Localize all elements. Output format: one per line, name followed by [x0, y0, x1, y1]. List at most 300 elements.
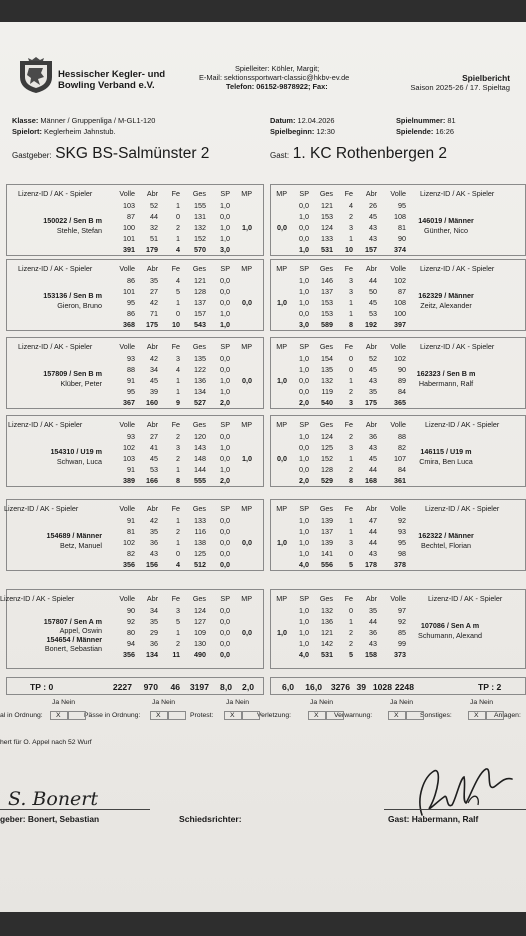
home-header-col: Abr	[146, 504, 158, 513]
away-score-cell: 81	[398, 223, 406, 232]
away-score-cell: 88	[398, 432, 406, 441]
home-score-cell: 102	[123, 538, 135, 547]
away-score-cell: 1,0	[299, 212, 309, 221]
away-header-col: Fe	[344, 594, 353, 603]
home-score-cell: 86	[127, 276, 135, 285]
away-score-cell: 45	[369, 212, 377, 221]
away-score-cell: 43	[369, 376, 377, 385]
home-score-cell: 51	[150, 234, 158, 243]
home-score-cell: 35	[150, 617, 158, 626]
home-score-cell: 0,0	[220, 365, 230, 374]
home-player-id: 157807 / Sen A m	[43, 617, 102, 626]
home-score-cell: 121	[194, 276, 206, 285]
away-score-cell: 44	[369, 465, 377, 474]
check-header: Ja Nein	[390, 699, 414, 706]
away-score-cell: 43	[369, 443, 377, 452]
away-total-cell: 540	[321, 398, 333, 407]
home-score-cell: 93	[127, 432, 135, 441]
home-score-cell: 152	[194, 234, 206, 243]
home-total-cell: 543	[194, 320, 206, 329]
home-total-cell: 11	[172, 650, 180, 659]
home-score-cell: 44	[150, 212, 158, 221]
home-mp: 1,0	[242, 223, 252, 232]
away-score-cell: 87	[398, 287, 406, 296]
away-grand-total: 3276	[330, 682, 350, 692]
away-total-cell: 374	[394, 245, 406, 254]
away-score-cell: 0,0	[299, 234, 309, 243]
away-grand-total: 2248	[394, 682, 414, 692]
home-score-cell: 53	[150, 465, 158, 474]
home-header-id: Lizenz-ID / AK - Spieler	[18, 264, 93, 273]
klasse-label: Klasse:	[12, 116, 39, 125]
home-header-id: Lizenz-ID / AK - Spieler	[8, 420, 83, 429]
away-mp: 0,0	[277, 223, 287, 232]
away-score-cell: 136	[321, 617, 333, 626]
home-grand-total: 970	[143, 682, 158, 692]
away-header-col: Ges	[319, 420, 333, 429]
home-score-cell: 101	[123, 234, 135, 243]
home-total-cell: 527	[194, 398, 206, 407]
away-score-cell: 1,0	[299, 628, 309, 637]
home-score-cell: 0,0	[220, 287, 230, 296]
home-score-cell: 41	[150, 443, 158, 452]
home-header-col: Abr	[146, 420, 158, 429]
player-block	[0, 259, 526, 339]
check-mark: X	[56, 712, 61, 719]
away-score-cell: 36	[369, 628, 377, 637]
away-header-col: SP	[299, 504, 309, 513]
away-score-cell: 84	[398, 387, 406, 396]
home-score-cell: 0,0	[220, 538, 230, 547]
home-score-cell: 91	[127, 516, 135, 525]
check-box-nein[interactable]	[242, 711, 260, 720]
home-total-cell: 134	[146, 650, 158, 659]
home-score-cell: 36	[150, 639, 158, 648]
away-score-cell: 0,0	[299, 387, 309, 396]
report-season: Saison 2025-26 / 17. Spieltag	[410, 83, 510, 92]
home-score-cell: 1	[176, 234, 180, 243]
away-player-name: Zeitz, Alexander	[420, 301, 472, 310]
away-score-cell: 1,0	[299, 432, 309, 441]
away-total-cell: 397	[394, 320, 406, 329]
check-box-nein[interactable]	[486, 711, 504, 720]
away-header-col: Abr	[365, 189, 377, 198]
check-mark: X	[230, 712, 235, 719]
remark: hert für O. Appel nach 52 Wurf	[0, 739, 92, 746]
away-score-cell: 35	[369, 606, 377, 615]
home-header-col: Fe	[171, 264, 180, 273]
home-total-cell: 389	[123, 476, 135, 485]
away-header-col: SP	[299, 420, 309, 429]
away-score-cell: 2	[349, 465, 353, 474]
check-box-nein[interactable]	[168, 711, 186, 720]
home-score-cell: 155	[194, 201, 206, 210]
home-total-cell: 166	[146, 476, 158, 485]
away-score-cell: 107	[394, 454, 406, 463]
home-header-id: Lizenz-ID / AK - Spieler	[4, 504, 79, 513]
report-title: Spielbericht	[462, 73, 510, 83]
away-score-cell: 3	[349, 538, 353, 547]
away-score-cell: 1,0	[299, 549, 309, 558]
away-score-cell: 2	[349, 212, 353, 221]
home-header-col: MP	[241, 504, 252, 513]
home-header-id: Lizenz-ID / AK - Spieler	[0, 594, 75, 603]
away-score-cell: 26	[369, 201, 377, 210]
away-score-cell: 1	[349, 454, 353, 463]
check-mark: X	[156, 712, 161, 719]
away-score-cell: 4	[349, 201, 353, 210]
home-total-cell: 368	[123, 320, 135, 329]
home-total-cell: 160	[146, 398, 158, 407]
away-grand-total: 1028	[372, 682, 392, 692]
away-player-id: 162322 / Männer	[418, 531, 474, 540]
away-tp: TP : 2	[478, 682, 502, 692]
away-header-col: Fe	[344, 420, 353, 429]
away-score-cell: 154	[321, 354, 333, 363]
home-score-cell: 133	[194, 516, 206, 525]
player-block	[0, 415, 526, 495]
home-score-cell: 124	[194, 606, 206, 615]
away-score-cell: 102	[394, 276, 406, 285]
away-total-cell: 365	[394, 398, 406, 407]
away-score-cell: 93	[398, 527, 406, 536]
away-header-col: Ges	[319, 594, 333, 603]
home-player-id: 150022 / Sen B m	[43, 216, 102, 225]
home-total-cell: 156	[146, 560, 158, 569]
away-score-cell: 100	[394, 309, 406, 318]
away-player-name: Günther, Nico	[424, 226, 468, 235]
home-header-col: SP	[220, 504, 230, 513]
check-mark: X	[474, 712, 479, 719]
hessen-lion-logo-icon	[16, 55, 56, 95]
home-score-cell: 0,0	[220, 298, 230, 307]
away-player-name: Cmira, Ben Luca	[419, 457, 473, 466]
away-score-cell: 1,0	[299, 527, 309, 536]
away-score-cell: 2	[349, 639, 353, 648]
home-tp: TP : 0	[30, 682, 54, 692]
away-total-cell: 192	[365, 320, 377, 329]
home-score-cell: 0,0	[220, 432, 230, 441]
away-score-cell: 45	[369, 298, 377, 307]
home-score-cell: 82	[127, 549, 135, 558]
away-score-cell: 1,0	[299, 639, 309, 648]
away-score-cell: 43	[369, 639, 377, 648]
away-score-cell: 43	[369, 223, 377, 232]
home-header-col: Volle	[119, 264, 135, 273]
away-score-cell: 0	[349, 606, 353, 615]
away-score-cell: 44	[369, 617, 377, 626]
spielort-label: Spielort:	[12, 127, 42, 136]
score-sheet	[0, 22, 526, 912]
home-score-cell: 42	[150, 516, 158, 525]
away-total-cell: 556	[321, 560, 333, 569]
home-header-col: Volle	[119, 504, 135, 513]
away-header-col: Ges	[319, 189, 333, 198]
away-score-cell: 52	[369, 354, 377, 363]
check-label: Anlagen:	[494, 712, 521, 719]
home-score-cell: 1,0	[220, 465, 230, 474]
away-score-cell: 90	[398, 234, 406, 243]
home-score-cell: 5	[176, 617, 180, 626]
away-header-col: Ges	[319, 264, 333, 273]
home-score-cell: 1	[176, 201, 180, 210]
home-header-col: MP	[241, 189, 252, 198]
away-score-cell: 0,0	[299, 376, 309, 385]
home-score-cell: 95	[127, 298, 135, 307]
email: E-Mail: sektionssportwart-classic@hkbv-ev.de	[199, 73, 350, 82]
away-mp: 1,0	[277, 298, 287, 307]
home-total-cell: 4	[176, 245, 180, 254]
away-header-col: Volle	[390, 189, 406, 198]
home-score-cell: 1	[176, 298, 180, 307]
home-score-cell: 94	[127, 639, 135, 648]
home-header-id: Lizenz-ID / AK - Spieler	[18, 189, 93, 198]
away-score-cell: 3	[349, 223, 353, 232]
home-score-cell: 138	[194, 538, 206, 547]
home-score-cell: 43	[150, 549, 158, 558]
away-header-col: SP	[299, 264, 309, 273]
home-header-col: MP	[241, 594, 252, 603]
away-header-id: Lizenz-ID / AK - Spieler	[425, 420, 500, 429]
away-header-id: Lizenz-ID / AK - Spieler	[420, 189, 495, 198]
home-signature-label: geber: Bonert, Sebastian	[0, 814, 100, 824]
home-score-cell: 101	[123, 287, 135, 296]
away-total-cell: 5	[349, 650, 353, 659]
home-score-cell: 2	[176, 432, 180, 441]
home-score-cell: 0	[176, 309, 180, 318]
away-header-col: SP	[299, 189, 309, 198]
away-score-cell: 44	[369, 527, 377, 536]
home-score-cell: 0	[176, 549, 180, 558]
home-score-cell: 86	[127, 309, 135, 318]
home-score-cell: 91	[127, 376, 135, 385]
away-score-cell: 124	[321, 223, 333, 232]
away-header-col: Fe	[344, 342, 353, 351]
away-score-cell: 44	[369, 538, 377, 547]
home-grand-total: 2,0	[242, 682, 254, 692]
away-score-cell: 95	[398, 201, 406, 210]
player-block	[0, 499, 526, 579]
home-player-id-2: 154654 / Männer	[46, 635, 102, 644]
away-header-id: Lizenz-ID / AK - Spieler	[425, 504, 500, 513]
home-score-cell: 35	[150, 276, 158, 285]
home-score-cell: 103	[123, 454, 135, 463]
home-score-cell: 0,0	[220, 354, 230, 363]
away-score-cell: 132	[321, 606, 333, 615]
home-player-name: Klüber, Peter	[60, 379, 102, 388]
home-score-cell: 3	[176, 443, 180, 452]
home-score-cell: 88	[127, 365, 135, 374]
check-box-nein[interactable]	[326, 711, 344, 720]
home-score-cell: 45	[150, 376, 158, 385]
home-header-col: Fe	[171, 594, 180, 603]
home-header-col: Volle	[119, 420, 135, 429]
away-player-id: 162329 / Männer	[418, 291, 474, 300]
home-score-cell: 0,0	[220, 549, 230, 558]
home-score-cell: 130	[194, 639, 206, 648]
check-box-nein[interactable]	[68, 711, 86, 720]
home-score-cell: 71	[150, 309, 158, 318]
check-mark: X	[394, 712, 399, 719]
home-total-cell: 356	[123, 560, 135, 569]
home-score-cell: 34	[150, 606, 158, 615]
away-total-cell: 4,0	[299, 650, 309, 659]
home-score-cell: 122	[194, 365, 206, 374]
away-total-cell: 2,0	[299, 476, 309, 485]
away-header-col: MP	[276, 594, 287, 603]
home-total-cell: 0,0	[220, 560, 230, 569]
home-total-cell: 367	[123, 398, 135, 407]
home-player-id: 154310 / U19 m	[50, 447, 102, 456]
home-total-cell: 179	[146, 245, 158, 254]
away-total-cell: 5	[349, 560, 353, 569]
home-score-cell: 91	[127, 465, 135, 474]
away-score-cell: 1,0	[299, 276, 309, 285]
away-grand-total: 39	[356, 682, 366, 692]
away-grand-total: 6,0	[282, 682, 294, 692]
home-total-cell: 3,0	[220, 245, 230, 254]
home-score-cell: 27	[150, 287, 158, 296]
home-total-cell: 2,0	[220, 398, 230, 407]
away-total-cell: 178	[365, 560, 377, 569]
spielleiter: Spielleiter: Köhler, Margit;	[235, 64, 320, 73]
away-score-cell: 142	[321, 639, 333, 648]
telefon: Telefon: 06152-9878922; Fax:	[226, 82, 328, 91]
home-total-cell: 1,0	[220, 320, 230, 329]
check-header: Ja Nein	[226, 699, 250, 706]
away-total-cell: 168	[365, 476, 377, 485]
away-score-cell: 152	[321, 454, 333, 463]
away-mp: 1,0	[277, 628, 287, 637]
away-score-cell: 1,0	[299, 454, 309, 463]
home-score-cell: 5	[176, 287, 180, 296]
report-title-block	[410, 73, 510, 93]
away-score-cell: 84	[398, 465, 406, 474]
away-score-cell: 3	[349, 287, 353, 296]
home-score-cell: 120	[194, 432, 206, 441]
away-score-cell: 92	[398, 617, 406, 626]
home-score-cell: 34	[150, 365, 158, 374]
spielende-label: Spielende:	[396, 127, 434, 136]
home-player-id: 154689 / Männer	[46, 531, 102, 540]
away-score-cell: 1,0	[299, 354, 309, 363]
spielende-value: 16:26	[435, 127, 454, 136]
away-header-col: Abr	[365, 264, 377, 273]
away-header-col: Ges	[319, 504, 333, 513]
home-score-cell: 1	[176, 516, 180, 525]
away-score-cell: 1,0	[299, 538, 309, 547]
away-player-name: Bechtel, Florian	[421, 541, 471, 550]
away-score-cell: 0,0	[299, 223, 309, 232]
away-header-col: Fe	[344, 264, 353, 273]
home-score-cell: 4	[176, 365, 180, 374]
away-total-cell: 8	[349, 320, 353, 329]
away-score-cell: 82	[398, 443, 406, 452]
away-score-cell: 98	[398, 549, 406, 558]
home-score-cell: 135	[194, 354, 206, 363]
home-score-cell: 36	[150, 538, 158, 547]
away-score-cell: 95	[398, 538, 406, 547]
home-header-col: SP	[220, 264, 230, 273]
check-box-nein[interactable]	[406, 711, 424, 720]
away-score-cell: 1	[349, 617, 353, 626]
home-header-col: Abr	[146, 342, 158, 351]
spielnummer-value: 81	[447, 116, 456, 125]
check-label: Protest:	[190, 712, 214, 719]
home-score-cell: 2	[176, 223, 180, 232]
federation-name	[58, 69, 165, 91]
away-team	[270, 145, 447, 163]
home-score-cell: 90	[127, 606, 135, 615]
away-score-cell: 35	[369, 387, 377, 396]
home-score-cell: 2	[176, 454, 180, 463]
home-total-cell: 8	[176, 476, 180, 485]
home-mp: 0,0	[242, 538, 252, 547]
check-header: Ja Nein	[470, 699, 494, 706]
away-score-cell: 1	[349, 527, 353, 536]
home-score-cell: 1,0	[220, 309, 230, 318]
home-score-cell: 39	[150, 387, 158, 396]
away-score-cell: 2	[349, 432, 353, 441]
organizer-block	[199, 64, 349, 91]
away-header-col: Volle	[390, 264, 406, 273]
home-total-cell: 10	[172, 320, 180, 329]
away-grand-total: 16,0	[305, 682, 322, 692]
player-block	[0, 589, 526, 669]
away-total-cell: 589	[321, 320, 333, 329]
home-mp: 1,0	[242, 454, 252, 463]
home-score-cell: 29	[150, 628, 158, 637]
home-player-id: 157809 / Sen B m	[43, 369, 102, 378]
away-score-cell: 1,0	[299, 365, 309, 374]
home-header-col: Ges	[192, 420, 206, 429]
away-header-col: Abr	[365, 342, 377, 351]
player-block	[0, 184, 526, 264]
home-score-cell: 132	[194, 223, 206, 232]
home-score-cell: 42	[150, 354, 158, 363]
away-header-col: Volle	[390, 594, 406, 603]
away-score-cell: 44	[369, 276, 377, 285]
home-header-col: MP	[241, 420, 252, 429]
player-block	[0, 337, 526, 417]
away-score-cell: 1	[349, 298, 353, 307]
check-label: Verwarnung:	[334, 712, 373, 719]
home-score-cell: 0	[176, 212, 180, 221]
home-mp: 0,0	[242, 628, 252, 637]
home-score-cell: 2	[176, 639, 180, 648]
home-score-cell: 1	[176, 376, 180, 385]
home-header-col: Ges	[192, 264, 206, 273]
home-score-cell: 128	[194, 287, 206, 296]
away-score-cell: 128	[321, 465, 333, 474]
home-header-col: Ges	[192, 594, 206, 603]
away-header-id: Lizenz-ID / AK - Spieler	[420, 342, 495, 351]
home-signature: S. Bonert	[8, 788, 99, 810]
home-team-label: Gastgeber:	[12, 151, 52, 160]
datum-label: Datum:	[270, 116, 296, 125]
home-header-col: Volle	[119, 594, 135, 603]
home-score-cell: 0,0	[220, 628, 230, 637]
away-mp: 0,0	[277, 454, 287, 463]
home-player-name: Gieron, Bruno	[57, 301, 102, 310]
away-score-cell: 1	[349, 234, 353, 243]
federation-line2: Bowling Verband e.V.	[58, 80, 155, 91]
home-header-col: Ges	[192, 189, 206, 198]
home-score-cell: 116	[194, 527, 206, 536]
away-score-cell: 139	[321, 516, 333, 525]
home-score-cell: 92	[127, 617, 135, 626]
home-team	[12, 145, 209, 163]
